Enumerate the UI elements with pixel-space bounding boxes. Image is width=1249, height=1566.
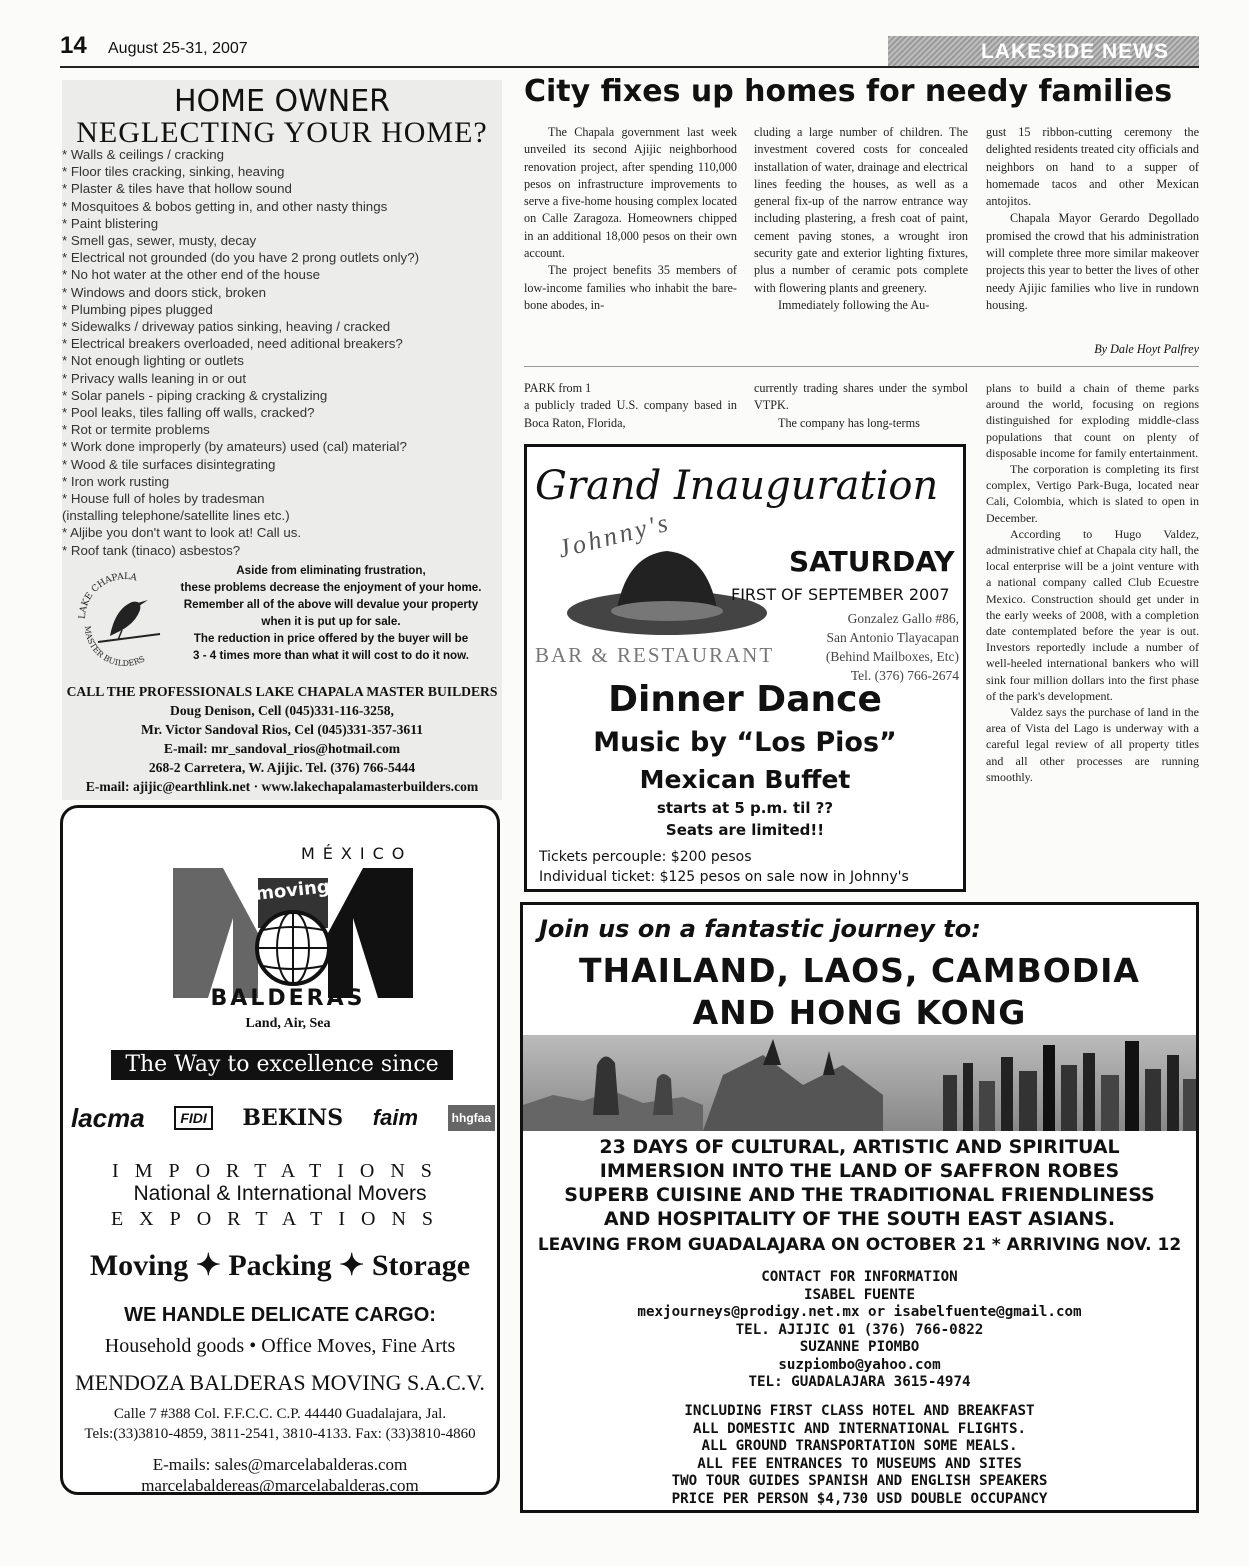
park-article-column-2: currently trading shares under the symbol VTPK. The company has long-terms	[754, 381, 968, 430]
travel-ad	[520, 902, 1199, 1513]
venue-address: Gonzalez Gallo #86, San Antonio Tlayacapan (Behind Mailboxes, Etc) Tel. (376) 766-2674	[825, 611, 959, 683]
household-line: Household goods • Office Moves, Fine Arts	[104, 1335, 456, 1357]
problem-item: * Electrical breakers overloaded, need aditional breakers?	[62, 336, 403, 352]
problem-item: * Wood & tile surfaces disintegrating	[62, 456, 276, 472]
bar-restaurant-label: BAR & RESTAURANT	[535, 643, 775, 667]
delicate-cargo: WE HANDLE DELICATE CARGO:	[124, 1304, 436, 1326]
company-name: MENDOZA BALDERAS MOVING S.A.C.V.	[75, 1370, 485, 1395]
article-byline: By Dale Hoyt Palfrey	[1094, 342, 1199, 356]
affiliation-logos	[71, 1098, 495, 1138]
problem-item: * Not enough lighting or outlets	[62, 353, 244, 369]
problem-item: * Plumbing pipes plugged	[62, 301, 213, 317]
problem-item: * Sidewalks / driveway patios sinking, heaving / cracked	[62, 319, 391, 335]
header-rule	[60, 66, 1199, 68]
problem-item: * House full of holes by tradesman	[62, 491, 265, 507]
ticket-individual-price: Individual ticket: $125 pesos on sale now in Johnny's	[539, 869, 909, 885]
travel-description: 23 DAYS OF CULTURAL, ARTISTIC AND SPIRITUAL IMMERSION INTO THE LAND OF SAFFRON ROBES SUPERB CUISINE AND THE TRADITIONAL FRIENDLINESS AND HOSPITALITY OF THE SOUTH EAST ASIANS.	[564, 1136, 1155, 1230]
problem-item: * Floor tiles cracking, sinking, heaving	[62, 164, 285, 180]
travel-intro: Join us on a fantastic journey to:	[539, 915, 981, 943]
problem-item: * Iron work rusting	[62, 473, 170, 489]
grand-inauguration-title: Grand Inauguration	[535, 463, 939, 509]
home-problems-list	[62, 146, 419, 559]
problem-item: * Solar panels - piping cracking & crystalizing	[62, 387, 328, 403]
problem-item: * Work done improperly (by amateurs) used (cal) material?	[62, 439, 407, 455]
home-ad-subtitle: NEGLECTING YOUR HOME?	[76, 116, 488, 149]
event-day: SATURDAY	[789, 545, 955, 578]
travel-inclusions: INCLUDING FIRST CLASS HOTEL AND BREAKFAST ALL DOMESTIC AND INTERNATIONAL FLIGHTS. ALL GROUND TRANSPORTATION SOME MEALS. ALL FEE ENTRANCES TO MUSEUMS AND SITES TWO TOUR GUIDES SPANISH AND ENGLISH SPEAKERS PRICE PER PERSON $4,730 USD DOUBLE OCCUPANCY	[671, 1403, 1048, 1507]
moving-label: moving	[254, 876, 331, 905]
moving-company-ad	[60, 805, 500, 1495]
home-ad-contact: CALL THE PROFESSIONALS LAKE CHAPALA MASTER BUILDERS Doug Denison, Cell (045)331-116-3258, Mr. Victor Sandoval Rios, Cel (045)331-357-3611 E-mail: mr_sandoval_rios@hotmail.com 268-2 Carretera, W. Ajijic. Tel. (376) 766-5444 E-mail: ajijic@earthlink.net · www.lakechapalamasterbuilders.com	[66, 684, 498, 794]
tagline-bar: The Way to excellence since 1950	[111, 1050, 453, 1080]
ticket-couple-price: Tickets percouple: $200 pesos	[539, 849, 752, 865]
problem-item: * Mosquitoes & bobos getting in, and other nasty things	[62, 198, 388, 214]
company-phones: Tels:(33)3810-4859, 3811-2541, 3810-4133. Fax: (33)3810-4860	[84, 1426, 476, 1442]
travel-destinations-2: AND HONG KONG	[692, 993, 1027, 1032]
company-email-1: E-mails: sales@marcelabalderas.com	[152, 1455, 408, 1474]
seats-limited: Seats are limited!!	[665, 821, 825, 839]
article-headline: City fixes up homes for needy families	[524, 74, 1173, 109]
hhgfaa-logo: hhgfaa	[448, 1105, 495, 1131]
park-article-column-3: plans to build a chain of theme parks around the world, focusing on regions distinguished for exploding middle-class populations that count on plenty of disposable income for family entertainment. The corporation is completing its first complex, Vertigo Park-Buga, located near Cali, Colombia, which is slated to open in December. According to Hugo Valdez, administrative chief at Chapala city hall, the local enterprise will be a joint venture with a national company called Club Ecuestre Mexico. Construction should get under in the early weeks of 2008, with a completion date contemplated before the year is out. Investors reportedly include a number of well-heeled international bankers who will sink four million dollars into the first phase of the park's development. Valdez says the purchase of land in the area of Vista del Lago is underway with a careful legal review of all property titles and all other processes are running smoothly.	[986, 381, 1199, 784]
mdm-logo-icon	[163, 848, 423, 1008]
problem-item: (installing telephone/satellite lines etc.)	[62, 508, 290, 524]
home-ad-note: Aside from eliminating frustration, these problems decrease the enjoyment of your home. Remember all of the above will devalue your property when it is put up for sale. The reduction in price offered by the buyer will be 3 - 4 times more than what it will cost to do it now.	[180, 564, 482, 662]
park-article-column-1: PARK from 1 a publicly traded U.S. company based in Boca Raton, Florida,	[524, 381, 737, 430]
travel-dates: LEAVING FROM GUADALAJARA ON OCTOBER 21 * ARRIVING NOV. 12	[537, 1235, 1182, 1255]
article-column-2: cluding a large number of children. The investment covered costs for concealed installation of water, drainage and electrical lines feeding the houses, as well as a general fix-up of the narrow entrance way including plastering, a fresh coat of paint, cement paving stones, a wrought iron security gate and exterior lighting fixtures, plus a number of ceramic pots complete with flowering plants and greenery. Immediately following the Au-	[754, 125, 968, 312]
importations-label: IMPORTATIONS	[112, 1160, 448, 1182]
travel-destinations-1: THAILAND, LAOS, CAMBODIA	[579, 951, 1140, 990]
asia-landscape-photo	[523, 1035, 1196, 1131]
company-address: Calle 7 #388 Col. F.F.C.C. C.P. 44440 Guadalajara, Jal.	[113, 1406, 447, 1422]
issue-date: August 25-31, 2007	[108, 40, 248, 57]
problem-item: * Electrical not grounded (do you have 2 prong outlets only?)	[62, 250, 420, 266]
bekins-logo: BEKINS	[242, 1105, 344, 1131]
mexico-label: MÉXICO	[301, 844, 413, 863]
article-column-3: gust 15 ribbon-cutting ceremony the delighted residents treated city officials and neighbors on hand to a supper of homemade tacos and other Mexican antojitos. Chapala Mayor Gerardo Degollado promised the crowd that his administration will complete three more similar makeover projects this year to better the lives of other needy Ajijic families who live in rundown housing.	[986, 125, 1199, 312]
problem-item: * Pool leaks, tiles falling off walls, cracked?	[62, 405, 315, 421]
problem-item: * Walls & ceilings / cracking	[62, 147, 225, 162]
problem-item: * No hot water at the other end of the house	[62, 267, 320, 283]
land-air-sea: Land, Air, Sea	[245, 1016, 331, 1031]
start-time: starts at 5 p.m. til ??	[656, 799, 834, 817]
problem-item: * Roof tank (tinaco) asbestos?	[62, 542, 241, 558]
article-divider	[524, 366, 1199, 367]
problem-item: * Plaster & tiles have that hollow sound	[62, 181, 292, 197]
article-column-1: The Chapala government last week unveiled its second Ajijic neighborhood renovation project, after spending 110,000 pesos on infrastructure improvements to serve a five-home housing complex located on Calle Zaragoza. Homeowners chipped in an additional 18,000 pesos on their own account. The project benefits 35 members of low-income families who inhabit the bare-bone abodes, in-	[524, 125, 737, 312]
lacma-logo: lacma	[71, 1102, 145, 1133]
movers-label: National & International Movers	[133, 1182, 427, 1205]
mexican-buffet: Mexican Buffet	[639, 765, 851, 794]
problem-item: * Smell gas, sewer, musty, decay	[62, 233, 257, 249]
grand-inauguration-ad	[524, 444, 966, 892]
home-ad-title: HOME OWNER	[173, 84, 391, 119]
logo-text-top: LAKE CHAPALA	[77, 571, 138, 620]
problem-item: * Paint blistering	[62, 215, 159, 231]
faim-logo: faim	[372, 1105, 419, 1130]
travel-contact: CONTACT FOR INFORMATION ISABEL FUENTE mexjourneys@prodigy.net.mx or isabelfuente@gmail.com TEL. AJIJIC 01 (376) 766-0822 SUZANNE PIOMBO suzpiombo@yahoo.com TEL: GUADALAJARA 3615-4974	[637, 1269, 1082, 1390]
problem-item: * Aljibe you don't want to look at! Call us.	[62, 525, 302, 541]
music-by: Music by “Los Pios”	[593, 727, 897, 758]
problem-item: * Privacy walls leaning in or out	[62, 370, 247, 386]
problem-item: * Rot or termite problems	[62, 422, 210, 438]
dinner-dance: Dinner Dance	[608, 679, 882, 720]
services-line: Moving ✦ Packing ✦ Storage	[89, 1249, 471, 1282]
company-email-2: marcelabaldereas@marcelabalderas.com	[141, 1476, 419, 1495]
exportations-label: EXPORTATIONS	[110, 1208, 450, 1230]
fidi-logo: FIDI	[174, 1106, 212, 1130]
logo-text-bottom: MASTER BUILDERS	[82, 625, 147, 669]
section-banner: LAKESIDE NEWS	[888, 36, 1199, 66]
brand-name: BALDERAS	[210, 986, 366, 1011]
problem-item: * Windows and doors stick, broken	[62, 284, 266, 300]
page-number: 14	[60, 32, 87, 59]
home-owner-ad	[62, 80, 502, 800]
johnnys-label: Johnny's	[555, 507, 674, 564]
event-date: FIRST OF SEPTEMBER 2007	[731, 585, 950, 604]
